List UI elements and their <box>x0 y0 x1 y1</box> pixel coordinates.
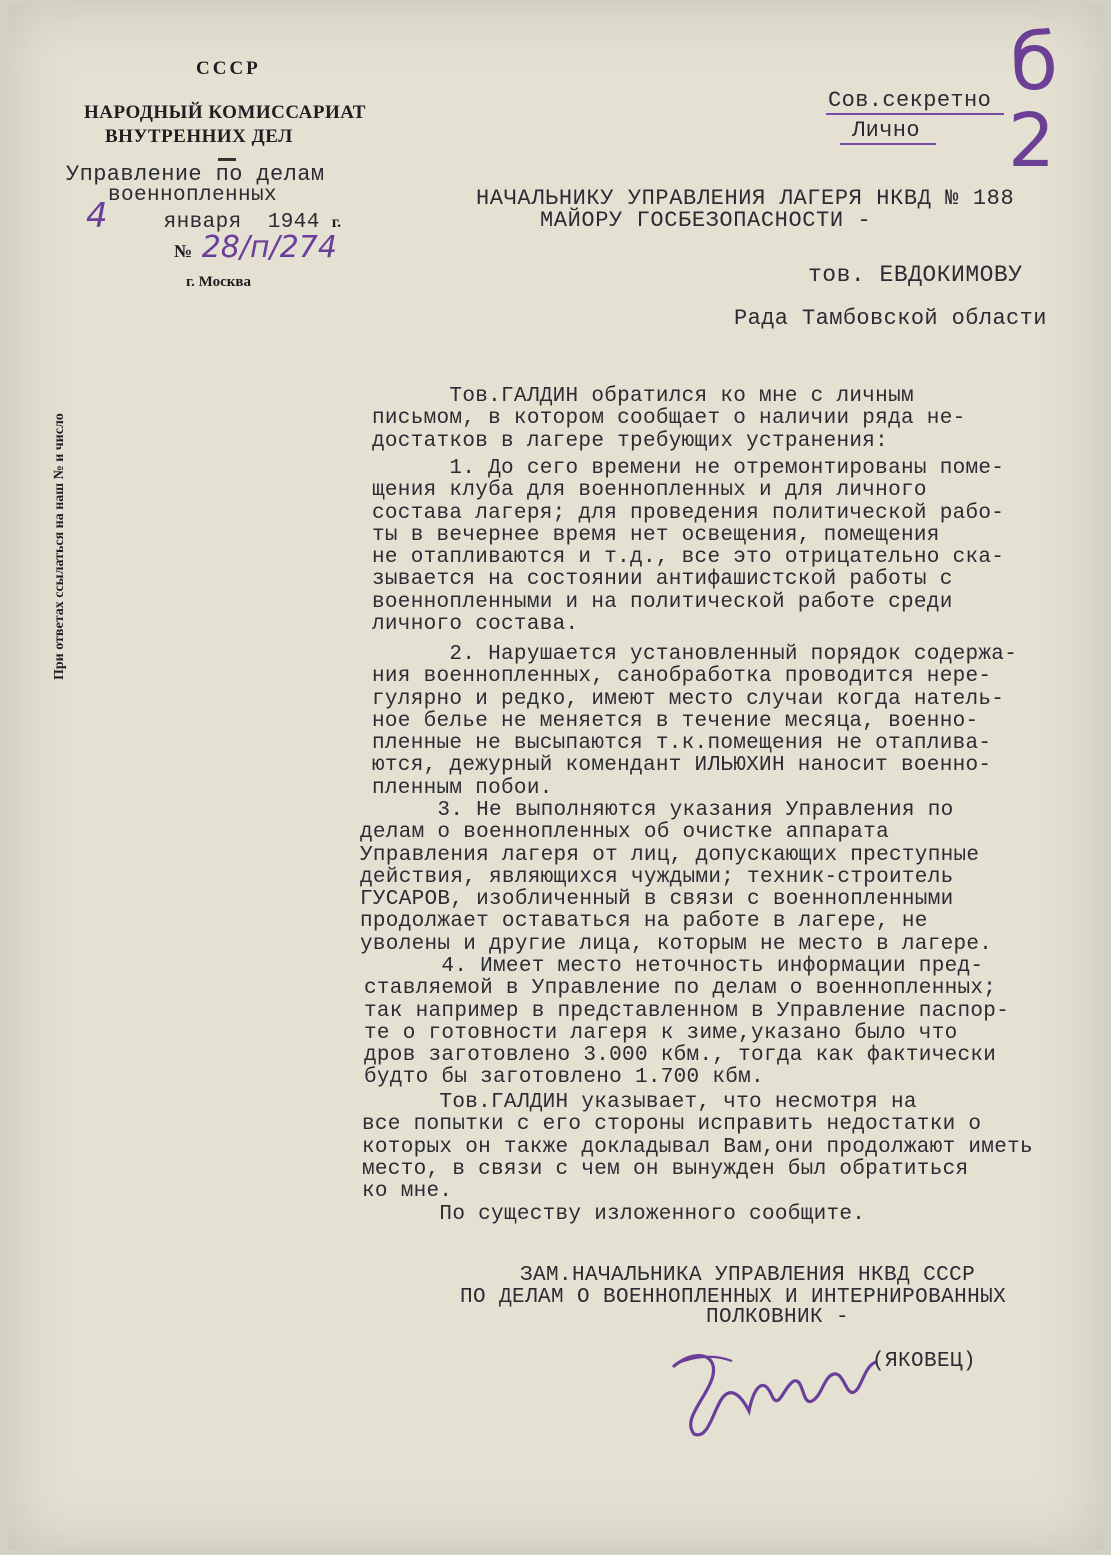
body-closing: Тов.ГАЛДИН указывает, что несмотря на все попытки с его стороны исправить недостатки о которых он также докладывал Вам,они продолжают иметь место, в связи с чем он вынужден был обратиться ко мне. <box>362 1091 1033 1204</box>
classification-underline-2 <box>840 143 936 145</box>
signature-line1: ЗАМ.НАЧАЛЬНИКА УПРАВЛЕНИЯ НКВД СССР <box>520 1264 976 1287</box>
handwritten-date-day: 4 <box>86 196 108 236</box>
date-suffix: г. <box>331 214 342 231</box>
handwritten-mark-top: б <box>1010 18 1059 108</box>
letterhead-city: г. Москва <box>186 274 251 290</box>
letterhead-org-line2: ВНУТРЕННИХ ДЕЛ <box>105 126 293 147</box>
handwritten-signature <box>654 1326 894 1446</box>
number-sign: № <box>174 241 193 261</box>
letterhead-number <box>174 230 337 265</box>
body-item-1: 1. До сего времени не отремонтированы поме- щения клуба для военнопленных и для личного состава лагеря; для проведения политической рабо- ты в вечернее время нет освещения, помещения не отапливаются и т.д., все это отрицательно ска- зывается на состоянии антифашистской работы с военнопленными и на политической работе среди личного состава. <box>372 457 1005 637</box>
addressee-line1: НАЧАЛЬНИКУ УПРАВЛЕНИЯ ЛАГЕРЯ НКВД № 188 <box>476 186 1015 211</box>
letterhead-org-line1: НАРОДНЫЙ КОМИССАРИАТ <box>84 102 366 123</box>
margin-note: При ответах ссылаться на наш № и число <box>52 413 67 680</box>
body-item-3: 3. Не выполняются указания Управления по делам о военнопленных об очистке аппарата Управления лагеря от лиц, допускающих преступные действия, являющихся чуждыми; техник-строитель ГУСАРОВ, изобличенный в связи с военнопленными продолжает оставаться на работе в лагере, не уволены и другие лица, которым не место в лагере. <box>360 799 993 956</box>
body-item-4: 4. Имеет место неточность информации пред- ставляемой в Управление по делам о военнопленных; так например в представленном в Управление паспор- те о готовности лагеря к зиме,указано было что дров заготовлено 3.000 кбм., тогда как фактически будто бы заготовлено 1.700 кбм. <box>364 955 1010 1090</box>
letterhead-dept-line2: военнопленных <box>108 184 278 207</box>
handwritten-number: 28/п/274 <box>201 230 337 265</box>
body-intro: Тов.ГАЛДИН обратился ко мне с личным письмом, в котором сообщает о наличии ряда не- достатков в лагере требующих устранения: <box>372 385 966 453</box>
body-item-2: 2. Нарушается установленный порядок содержа- ния военнопленных, санобработка проводится нере- гулярно и редко, имеют место случаи когда натель- ное белье не меняется в течение месяца, военно- пленные не высыпаются т.к.помещения не отаплива- ются, дежурный комендант ИЛЬЮХИН наносит военно- пленным побои. <box>372 643 1018 800</box>
addressee-line2: МАЙОРУ ГОСБЕЗОПАСНОСТИ - <box>540 208 872 233</box>
letterhead-separator <box>218 158 236 161</box>
addressee-line4: Рада Тамбовской области <box>734 306 1047 331</box>
classification-underline <box>826 113 1004 115</box>
addressee-line3: тов. ЕВДОКИМОВУ <box>808 262 1023 288</box>
letterhead-country: СССР <box>196 58 261 79</box>
body-request: По существу изложенного сообщите. <box>362 1203 866 1226</box>
letterhead-dept-line1: Управление по делам <box>66 162 325 187</box>
signature-line3: ПОЛКОВНИК - <box>706 1306 850 1329</box>
date-year: 1944 <box>267 211 320 234</box>
signature-name: (ЯКОВЕЦ) <box>872 1350 977 1373</box>
classification-line2: Лично <box>852 118 921 143</box>
signature-line2: ПО ДЕЛАМ О ВОЕННОПЛЕННЫХ И ИНТЕРНИРОВАННЫХ <box>460 1286 1007 1309</box>
handwritten-mark-bottom: 2 <box>1008 98 1056 184</box>
date-month: января <box>163 211 242 234</box>
classification-line1: Сов.секретно <box>828 88 992 113</box>
